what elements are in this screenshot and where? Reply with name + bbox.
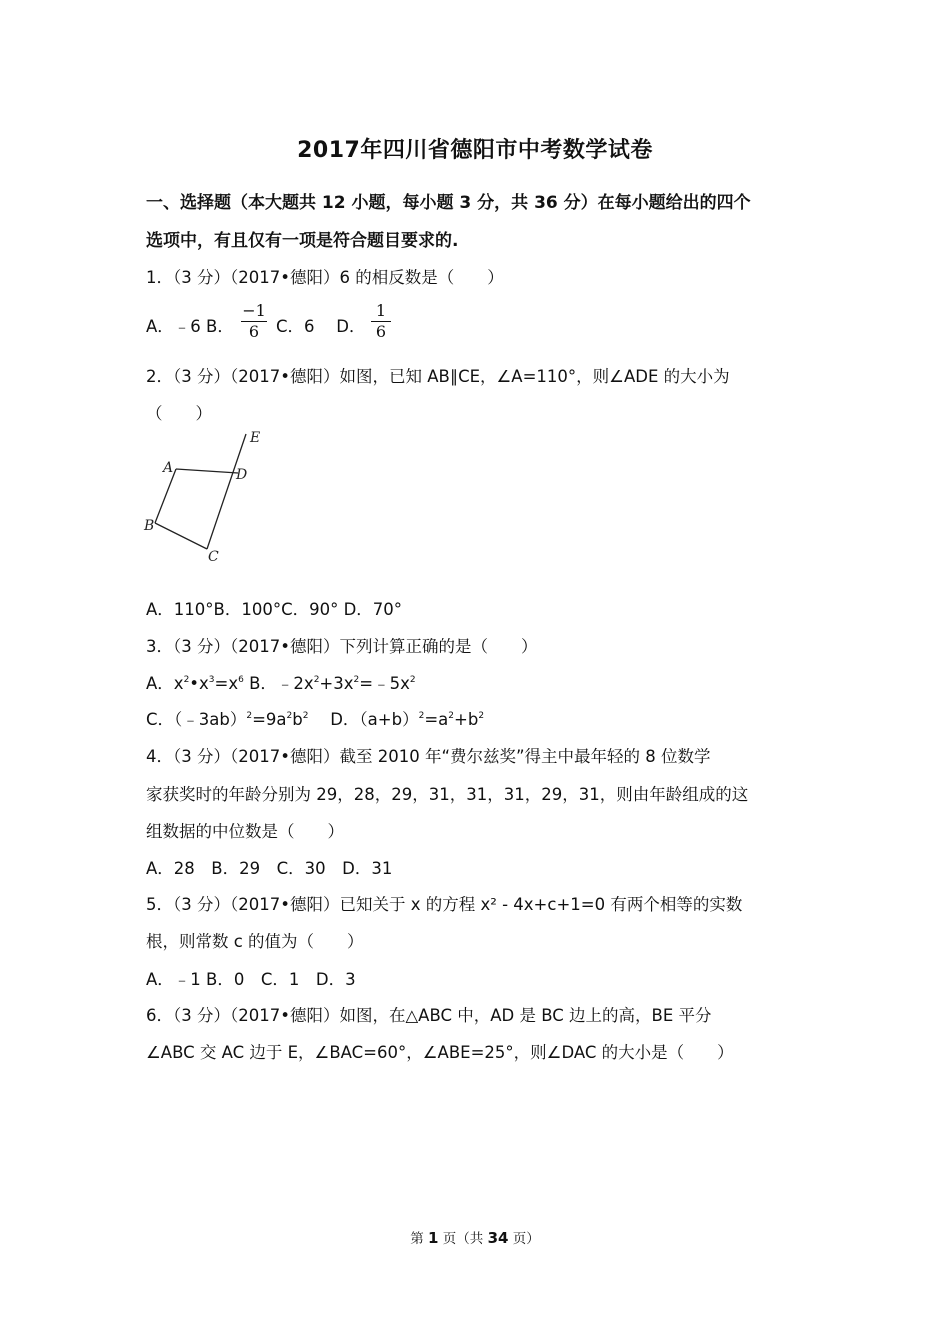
q2-options: A．110°B．100°C．90° D．70° [146,600,403,619]
q6-line1: 6．（3 分）（2017•德阳）如图，在△ABC 中，AD 是 BC 边上的高，BE 平分 [146,1006,712,1025]
page-title: 2017年四川省德阳市中考数学试卷 [297,138,653,163]
q1-fraction-d-numerator: 1 [371,301,391,322]
q4-line3: 组数据的中位数是（ ） [146,822,344,841]
q2-stem: 2．（3 分）（2017•德阳）如图，已知 AB∥CE，∠A=110°，则∠ADE 的大小为 [146,367,730,386]
q3-options-cd: C．$(﹣3ab)^2=9a^2b^2$ D．$(a+b)^2=a^2+b^2$ [146,710,485,729]
q1-fraction-d-denominator: 6 [375,322,387,341]
q3-option-c-label: C．（﹣3ab） [146,710,247,729]
q5-options: A．﹣1 B．0 C．1 D．3 [146,970,356,989]
q1-option-a: A．﹣6 B． [146,317,234,336]
q3-option-d-label: D．（a+b） [308,710,419,729]
q1-fraction-b [241,301,267,342]
q3-stem: 3．（3 分）（2017•德阳）下列计算正确的是（ ） [146,637,538,656]
q3-options-ab: A．$x^2•x^3=x^6$ B．$﹣2x^2+3x^2=﹣5x^2$ [146,674,416,693]
figure-label-a: A [163,460,174,476]
q3-option-a-label: A． [146,674,174,693]
page-footer [0,1227,950,1247]
footer-prefix: 第 [410,1231,429,1247]
q4-line1: 4．（3 分）（2017•德阳）截至 2010 年“费尔兹奖”得主中最年轻的 8 位数学 [146,747,711,766]
q4-options: A．28 B．29 C．30 D．31 [146,859,393,878]
footer-suffix: 页） [508,1231,540,1247]
q1-fraction-b-numerator: −1 [242,301,266,320]
q1-stem: 1．（3 分）（2017•德阳）6 的相反数是（ ） [146,268,504,287]
q6-line2: ∠ABC 交 AC 边于 E，∠BAC=60°，∠ABE=25°，则∠DAC 的大小是（ ） [146,1043,734,1062]
q2-figure [140,428,270,568]
section-heading-line2: 选项中，有且仅有一项是符合题目要求的. [146,231,459,251]
q1-fraction-b-denominator: 6 [248,322,260,341]
footer-middle: 页（共 [438,1231,488,1247]
figure-label-e: E [250,430,261,446]
q3-option-b-label: B．﹣2x [243,674,314,693]
q2-answer-paren: （ ） [146,404,212,423]
q1-fraction-d [371,301,391,342]
figure-label-d: D [236,467,248,483]
q1-option-c: C．6 D． [276,317,366,336]
q5-line2: 根，则常数 c 的值为（ ） [146,932,364,951]
footer-total-pages: 34 [487,1229,509,1247]
q5-line1: 5．（3 分）（2017•德阳）已知关于 x 的方程 x² - 4x+c+1=0 有两个相等的实数 [146,895,743,914]
footer-page-number: 1 [428,1229,439,1247]
section-heading-line1: 一、选择题（本大题共 12 小题，每小题 3 分，共 36 分）在每小题给出的四个 [146,193,751,213]
figure-label-b: B [144,518,155,534]
q4-line2: 家获奖时的年龄分别为 29，28，29，31，31，31，29，31，则由年龄组成的这 [146,785,749,804]
figure-label-c: C [208,549,219,565]
